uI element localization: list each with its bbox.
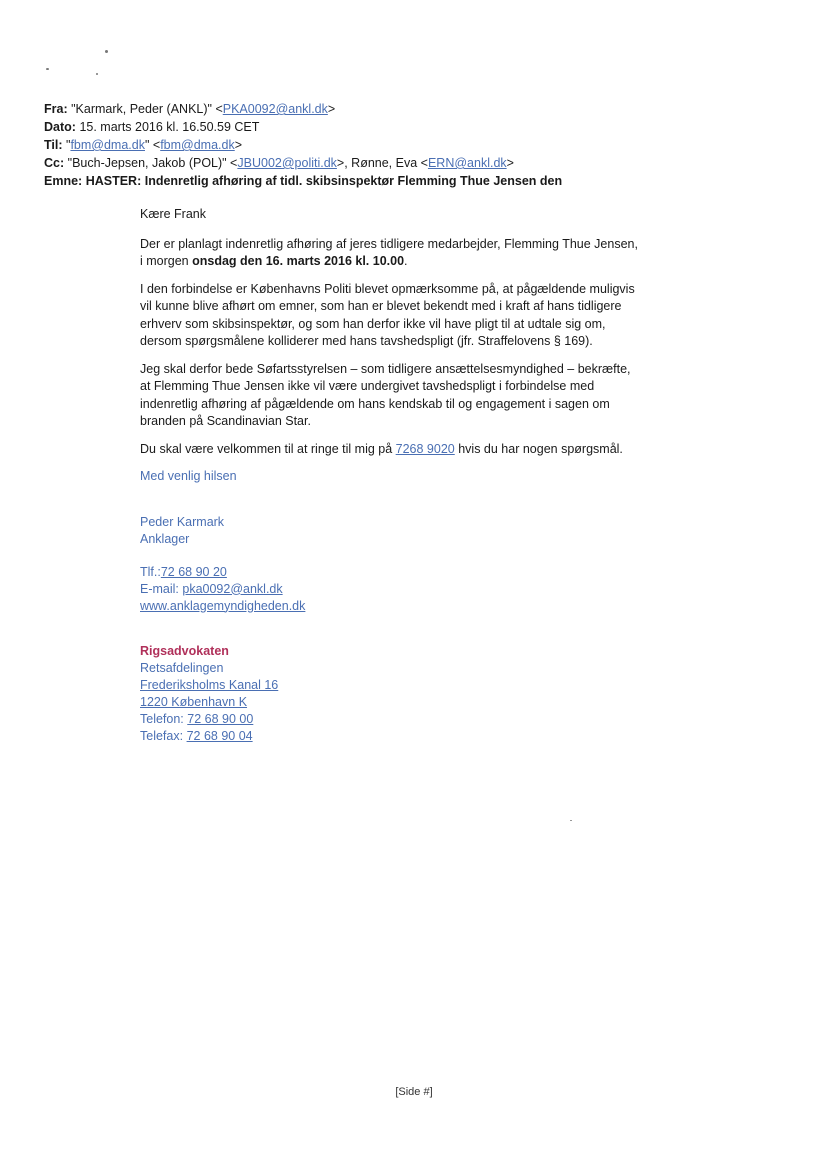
- cc-email1-link[interactable]: JBU002@politi.dk: [237, 156, 337, 170]
- cc-mid: >, Rønne, Eva <: [336, 156, 428, 170]
- date-line: [44, 118, 562, 136]
- sig-phone-link[interactable]: 72 68 90 00: [187, 711, 254, 726]
- subject-label: Emne:: [44, 174, 83, 188]
- cc-close: >: [506, 156, 514, 170]
- sig-email-line: [140, 581, 640, 598]
- from-close: >: [327, 102, 336, 116]
- sig-city-line: [140, 694, 640, 711]
- cc-name1: "Buch-Jepsen, Jakob (POL)" <: [67, 156, 238, 170]
- phone-link[interactable]: 7268 9020: [395, 441, 455, 456]
- closing: Med venlig hilsen: [140, 469, 237, 483]
- to-name-link[interactable]: fbm@dma.dk: [70, 138, 145, 152]
- subject-value: HASTER: Indenretlig afhøring af tidl. skibsinspektør Flemming Thue Jensen den: [85, 174, 563, 188]
- sig-fax-link[interactable]: 72 68 90 04: [186, 728, 253, 743]
- from-email-link[interactable]: PKA0092@ankl.dk: [222, 102, 328, 116]
- sig-title: Anklager: [140, 531, 190, 546]
- scan-speck: [570, 820, 572, 821]
- to-mid: " <: [144, 138, 161, 152]
- from-name: "Karmark, Peder (ANKL)" <: [71, 102, 223, 116]
- to-open: ": [66, 138, 71, 152]
- subject-line: [44, 172, 562, 190]
- from-line: [44, 100, 562, 118]
- email-header: [44, 100, 562, 190]
- cc-label: Cc:: [44, 156, 65, 170]
- sig-street-link[interactable]: Frederiksholms Kanal 16: [140, 677, 279, 692]
- scan-speck: [105, 50, 108, 53]
- paragraph-2: I den forbindelse er Københavns Politi blevet opmærksomme på, at pågældende muligvis vil kunne blive afhørt om emner, som han er blevet bekendt med i kraft af hans tidligere erhverv som skibsinspektør, og som han derfor ikke vil have pligt til at udtale sig om, dersom spørgsmålene kolliderer med hans tavshedspligt (jfr. Straffelovens § 169).: [140, 281, 635, 348]
- sig-street-line: [140, 677, 640, 694]
- to-email-link[interactable]: fbm@dma.dk: [160, 138, 235, 152]
- paragraph-3: Jeg skal derfor bede Søfartsstyrelsen – som tidligere ansættelsesmyndighed – bekræfte, at Flemming Thue Jensen ikke vil være undergivet tavshedspligt i forbindelse med indenretlig afhøring af pågældende om hans kendskab til og engagement i sagen om branden på Scandinavian Star.: [140, 361, 631, 428]
- sig-org: Rigsadvokaten: [140, 643, 229, 658]
- sig-email-link[interactable]: pka0092@ankl.dk: [182, 581, 283, 596]
- scan-speck: [96, 73, 98, 75]
- cc-email2-link[interactable]: ERN@ankl.dk: [427, 156, 507, 170]
- paragraph-4-text: Du skal være velkommen til at ringe til mig på: [140, 441, 396, 456]
- signature: [140, 514, 640, 745]
- to-close: >: [234, 138, 243, 152]
- sig-fax-label: Telefax:: [140, 728, 187, 743]
- sig-web-line: [140, 598, 640, 615]
- sig-phone-line: [140, 711, 640, 728]
- scan-speck: [46, 68, 49, 70]
- sig-phone-label: Telefon:: [140, 711, 188, 726]
- sig-tlf-line: [140, 564, 640, 581]
- paragraph-4: [140, 441, 640, 459]
- sig-web-link[interactable]: www.anklagemyndigheden.dk: [140, 598, 306, 613]
- sig-dept: Retsafdelingen: [140, 660, 224, 675]
- paragraph-4-end: hvis du har nogen spørgsmål.: [454, 441, 623, 456]
- date-value: 15. marts 2016 kl. 16.50.59 CET: [79, 120, 260, 134]
- to-label: Til:: [44, 138, 63, 152]
- from-label: Fra:: [44, 102, 68, 116]
- sig-name: Peder Karmark: [140, 514, 225, 529]
- email-body: [140, 206, 640, 745]
- sig-email-label: E-mail:: [140, 581, 183, 596]
- sig-fax-line: [140, 728, 640, 745]
- sig-tlf-link[interactable]: 72 68 90 20: [160, 564, 227, 579]
- sig-tlf-label: Tlf.:: [140, 564, 161, 579]
- sig-city-link[interactable]: 1220 København K: [140, 694, 248, 709]
- cc-line: [44, 154, 562, 172]
- paragraph-1: [140, 236, 640, 271]
- paragraph-1-end: .: [404, 254, 408, 268]
- paragraph-1-text: Der er planlagt indenretlig afhøring af jeres tidligere medarbejder, Flemming Thue Jensen, i morgen: [140, 236, 638, 268]
- greeting: Kære Frank: [140, 207, 206, 221]
- hearing-datetime: onsdag den 16. marts 2016 kl. 10.00: [192, 254, 405, 268]
- to-line: [44, 136, 562, 154]
- date-label: Dato:: [44, 120, 76, 134]
- page-number: [Side #]: [395, 1086, 433, 1098]
